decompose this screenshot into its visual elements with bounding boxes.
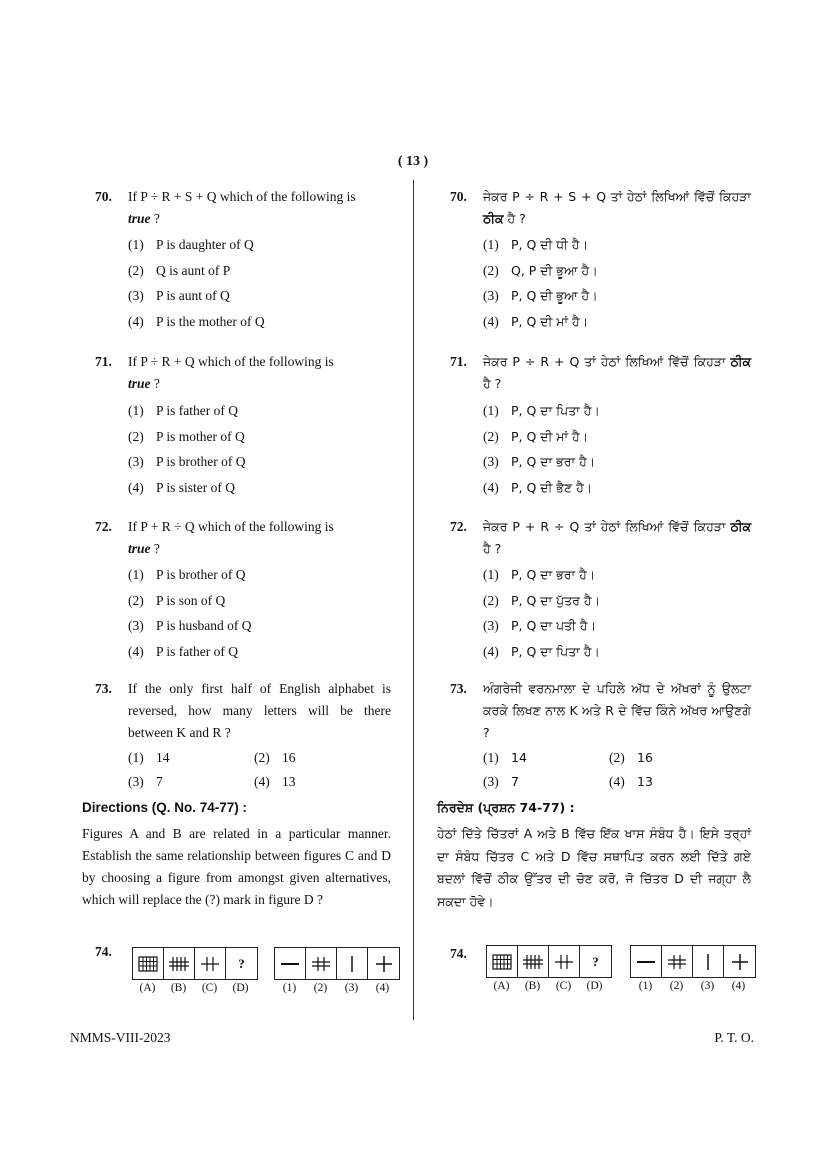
vertical-line-icon[interactable]: [693, 946, 724, 977]
directions-text: Figures A and B are related in a particular manner. Establish the same relationship between figures C and D by choosing a figure from amongst given alternatives, which will replace the (?) mark in figure D ?: [82, 826, 391, 907]
option[interactable]: (4) 13: [254, 774, 296, 789]
option[interactable]: (3) 7: [483, 774, 519, 789]
horizontal-line-icon[interactable]: [631, 946, 662, 977]
emphasis: ਠੀਕ: [483, 211, 504, 226]
question-text: ਜੇਕਰ P ÷ R + S + Q ਤਾਂ ਹੇਠਾਂ ਲਿਖਿਆਂ ਵਿੱਚੋਂ ਕਿਹੜਾ ਠੀਕ ਹੈ ?: [483, 189, 751, 226]
question-number: 73.: [450, 681, 467, 696]
question-number: 74.: [95, 944, 112, 959]
problem-labels: (A) (B) (C) (D): [493, 980, 603, 992]
question-70: [95, 186, 391, 334]
question-73: [450, 678, 751, 794]
option[interactable]: (2) Q is aunt of P: [128, 262, 231, 278]
options: [483, 398, 751, 500]
option[interactable]: (1) 14: [483, 750, 527, 765]
horizontal-line-icon[interactable]: [275, 948, 306, 979]
question-number: 74.: [450, 946, 467, 961]
option[interactable]: (1) P, Q ਦੀ ਧੀ ਹੈ।: [483, 237, 589, 252]
question-71: [95, 351, 391, 500]
option[interactable]: (3) P, Q ਦਾ ਪਤੀ ਹੈ।: [483, 618, 597, 633]
question-number: 70.: [450, 189, 467, 204]
options: [128, 232, 391, 334]
emphasis: ਠੀਕ: [730, 354, 751, 369]
question-text: ਅੰਗਰੇਜੀ ਵਰਨਮਾਲਾ ਦੇ ਪਹਿਲੇ ਅੱਧ ਦੇ ਅੱਖਰਾਂ ਨੂੰ ਉਲਟਾ ਕਰਕੇ ਲਿਖਣ ਨਾਲ K ਅਤੇ R ਦੇ ਵਿੱਚ ਕਿੰਨੇ ਅੱਖਰ ਆਉਣਗੇ ?: [483, 681, 751, 740]
question-number: 71.: [450, 354, 467, 369]
question-text: If P ÷ R + Q which of the following is true ?: [128, 354, 334, 391]
question-number: 73.: [95, 681, 112, 696]
english-column: [95, 186, 391, 794]
question-text: If P ÷ R + S + Q which of the following is true ?: [128, 189, 356, 226]
page-number: ( 13 ): [397, 154, 429, 169]
question-number: 71.: [95, 354, 112, 369]
double-hash-icon: [518, 946, 549, 977]
pto-label: P. T. O.: [714, 1030, 754, 1045]
options: [483, 746, 751, 794]
figure-question-74-punjabi: [486, 945, 756, 992]
plus-icon[interactable]: [368, 948, 399, 979]
option[interactable]: (1) P is daughter of Q: [128, 237, 254, 252]
options: [128, 746, 391, 794]
option[interactable]: (4) P, Q ਦਾ ਪਿਤਾ ਹੈ।: [483, 643, 600, 659]
option[interactable]: (2) Q, P ਦੀ ਭੂਆ ਹੈ।: [483, 262, 598, 278]
punjabi-directions: [437, 797, 751, 913]
question-72: [95, 516, 391, 664]
option[interactable]: (1) P is brother of Q: [128, 567, 246, 582]
question-73: [95, 678, 391, 794]
emphasis: true: [128, 541, 151, 556]
hash-icon[interactable]: [306, 948, 337, 979]
double-hash-icon: [164, 948, 195, 979]
question-71: [450, 351, 751, 500]
emphasis: true: [128, 376, 151, 391]
problem-figures: [486, 945, 612, 992]
emphasis: ਠੀਕ: [730, 519, 751, 534]
vertical-line-icon[interactable]: [337, 948, 368, 979]
option[interactable]: (2) 16: [254, 750, 296, 765]
question-number: 70.: [95, 189, 112, 204]
problem-labels: (A) (B) (C) (D): [139, 982, 249, 994]
option[interactable]: (3) P is aunt of Q: [128, 288, 230, 303]
directions-text: ਹੇਠਾਂ ਦਿੱਤੇ ਚਿੱਤਰਾਂ A ਅਤੇ B ਵਿੱਚ ਇੱਕ ਖਾਸ ਸੰਬੰਧ ਹੈ। ਇਸੇ ਤਰ੍ਹਾਂ ਦਾ ਸੰਬੰਧ ਚਿੱਤਰ C ਅਤੇ D ਵਿੱਚ ਸਥਾਪਿਤ ਕਰਨ ਲਈ ਦਿੱਤੇ ਗਏ ਬਦਲਾਂ ਵਿੱਚੋਂ ਠੀਕ ਉੱਤਰ ਦੀ ਚੋਣ ਕਰੋ, ਜੋ ਚਿੱਤਰ D ਦੀ ਜਗ੍ਹਾ ਲੈ ਸਕਦਾ ਹੋਵੇ।: [437, 826, 751, 909]
options: [483, 232, 751, 334]
option[interactable]: (4) P is the mother of Q: [128, 313, 265, 329]
plus-hash-icon: [195, 948, 226, 979]
question-mark: ?: [238, 955, 245, 971]
options: [128, 398, 391, 500]
option[interactable]: (3) P, Q ਦੀ ਭੂਆ ਹੈ।: [483, 288, 598, 303]
option[interactable]: (2) P is son of Q: [128, 592, 226, 608]
directions-title: Directions (Q. No. 74-77) :: [82, 800, 248, 815]
option[interactable]: (3) P, Q ਦਾ ਭਰਾ ਹੈ।: [483, 454, 596, 469]
figure-question-74-english: [132, 947, 400, 994]
plus-hash-icon: [549, 946, 580, 977]
dense-grid-icon: [133, 948, 164, 979]
option[interactable]: (3) P is brother of Q: [128, 454, 246, 469]
options: [128, 562, 391, 664]
question-text: If the only first half of English alphabet is reversed, how many letters will be there between K and R ?: [128, 681, 391, 740]
question-text: If P + R ÷ Q which of the following is true ?: [128, 519, 334, 556]
option[interactable]: (4) P, Q ਦੀ ਮਾਂ ਹੈ।: [483, 313, 589, 329]
option[interactable]: (1) P is father of Q: [128, 403, 238, 418]
option[interactable]: (4) P is father of Q: [128, 643, 238, 659]
option[interactable]: (2) P, Q ਦੀ ਮਾਂ ਹੈ।: [483, 428, 589, 444]
answer-labels: (1) (2) (3) (4): [282, 982, 390, 994]
option[interactable]: (2) P is mother of Q: [128, 428, 245, 444]
option[interactable]: (2) 16: [609, 750, 653, 765]
question-text: ਜੇਕਰ P + R ÷ Q ਤਾਂ ਹੇਠਾਂ ਲਿਖਿਆਂ ਵਿੱਚੋਂ ਕਿਹੜਾ ਠੀਕ ਹੈ ?: [483, 519, 751, 556]
question-mark: ?: [592, 953, 599, 969]
option[interactable]: (3) 7: [128, 774, 163, 789]
exam-code: NMMS-VIII-2023: [70, 1030, 171, 1045]
column-divider: [413, 180, 414, 1020]
option[interactable]: (4) 13: [609, 774, 653, 789]
question-number: 72.: [450, 519, 467, 534]
option[interactable]: (3) P is husband of Q: [128, 618, 252, 633]
option[interactable]: (1) P, Q ਦਾ ਪਿਤਾ ਹੈ।: [483, 403, 600, 418]
option[interactable]: (1) 14: [128, 750, 170, 765]
option[interactable]: (1) P, Q ਦਾ ਭਰਾ ਹੈ।: [483, 567, 596, 582]
options: [483, 562, 751, 664]
question-72: [450, 516, 751, 664]
option[interactable]: (4) P, Q ਦੀ ਭੈਣ ਹੈ।: [483, 479, 593, 495]
question-number: 72.: [95, 519, 112, 534]
dense-grid-icon: [487, 946, 518, 977]
directions-title: ਨਿਰਦੇਸ਼ (ਪ੍ਰਸ਼ਨ 74-77) :: [437, 800, 575, 815]
emphasis: true: [128, 211, 151, 226]
question-70: [450, 186, 751, 334]
problem-figures: [132, 947, 258, 994]
english-directions: [82, 797, 391, 911]
answer-figures: [274, 947, 400, 994]
option[interactable]: (2) P, Q ਦਾ ਪੁੱਤਰ ਹੈ।: [483, 592, 601, 608]
option[interactable]: (4) P is sister of Q: [128, 479, 236, 495]
answer-figures: [630, 945, 756, 992]
question-text: ਜੇਕਰ P ÷ R + Q ਤਾਂ ਹੇਠਾਂ ਲਿਖਿਆਂ ਵਿੱਚੋਂ ਕਿਹੜਾ ਠੀਕ ਹੈ ?: [483, 354, 751, 391]
plus-icon[interactable]: [724, 946, 755, 977]
hash-icon[interactable]: [662, 946, 693, 977]
answer-labels: (1) (2) (3) (4): [638, 980, 746, 992]
punjabi-column: [450, 186, 751, 794]
